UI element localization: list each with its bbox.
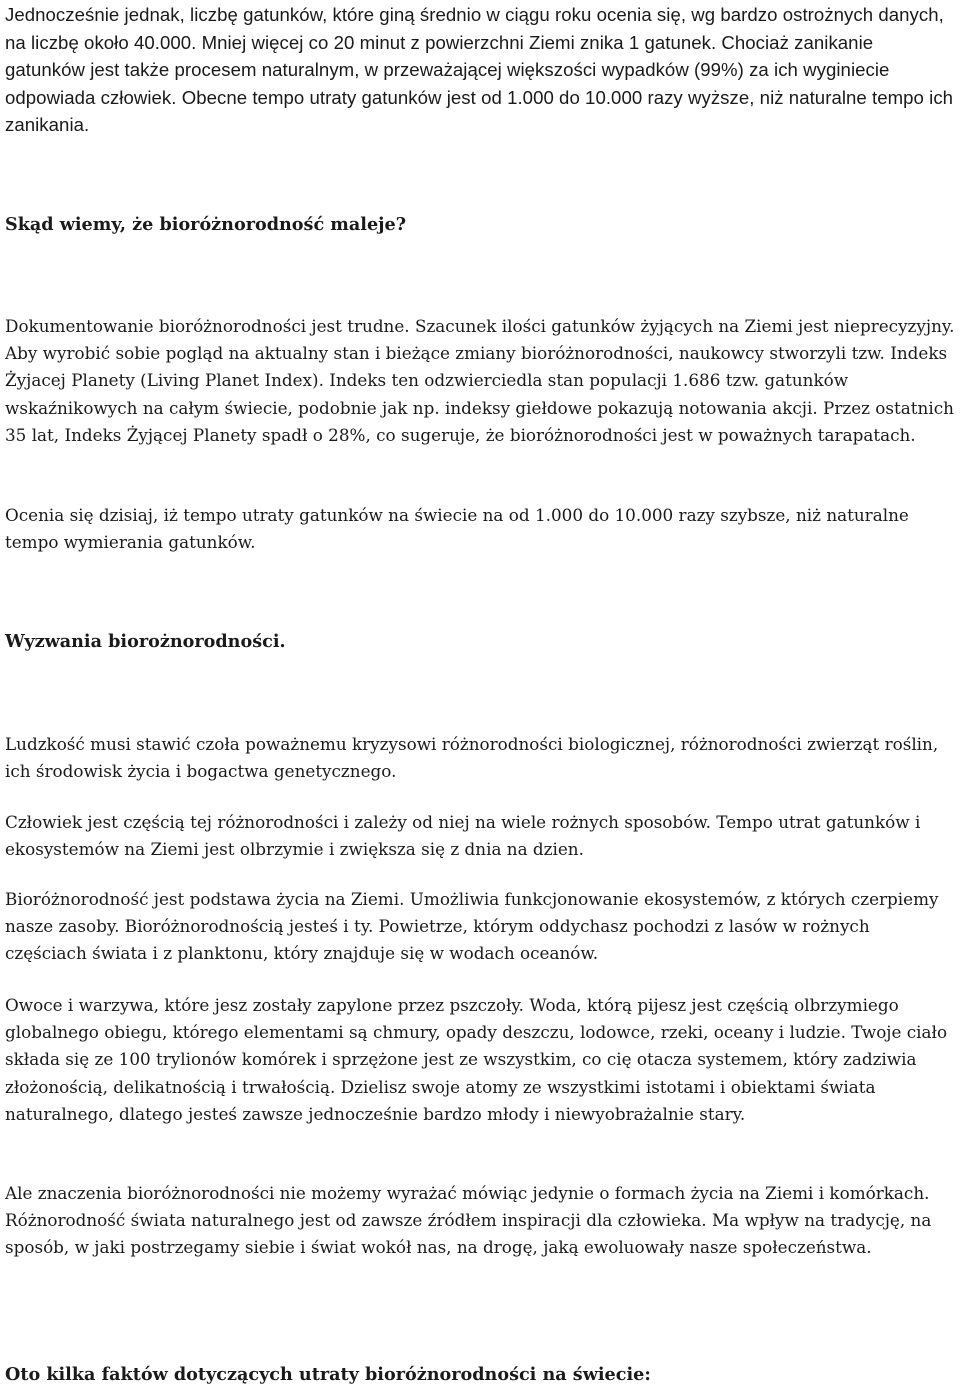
paragraph-loss-rate: Ocenia się dzisiaj, iż tempo utraty gatunków na świecie na od 1.000 do 10.000 razy szybsze, niż naturalne tempo wymierania gatunków. bbox=[5, 505, 909, 553]
paragraph-fruits-water-body: Owoce i warzywa, które jesz zostały zapylone przez pszczoły. Woda, którą pijesz jest częścią olbrzymiego globalnego obiegu, którego elementami są chmury, opady deszczu, lodowce, rzeki, oceany i ludzie. Twoje ciało składa się ze 100 trylionów komórek i sprzężone jest ze wszystkim, co cię otacza systemem, który zadziwia złożonością, delikatnością i trwałością. Dzielisz swoje atomy ze wszystkimi istotami i obiektami świata naturalnego, dlatego jesteś zawsze jednocześnie bardzo młody i niewyobrażalnie stary. bbox=[5, 995, 948, 1124]
paragraph-crisis: Ludzkość musi stawić czoła poważnemu kryzysowi różnorodności biologicznej, różnorodności zwierząt roślin, ich środowisk życia i bogactwa genetycznego. bbox=[5, 734, 939, 782]
heading-challenges: Wyzwania biorożnorodności. bbox=[5, 631, 286, 652]
paragraph-documenting-biodiversity: Dokumentowanie bioróżnorodności jest trudne. Szacunek ilości gatunków żyjących na Ziemi jest nieprecyzyjny. Aby wyrobić sobie pogląd na aktualny stan i bieżące zmiany bioróżnorodności, naukowcy stworzyli tzw. Indeks Żyjacej Planety (Living Planet Index). Indeks ten odzwierciedla stan populacji 1.686 tzw. gatunków wskaźnikowych na całym świecie, podobnie jak np. indeksy giełdowe pokazują notowania akcji. Przez ostatnich 35 lat, Indeks Żyjącej Planety spadł o 28%, co sugeruje, że bioróżnorodności jest w poważnych tarapatach. bbox=[5, 316, 955, 445]
heading-how-we-know: Skąd wiemy, że bioróżnorodność maleje? bbox=[5, 214, 407, 235]
heading-facts: Oto kilka faktów dotyczących utraty bioróżnorodności na świecie: bbox=[5, 1364, 651, 1385]
paragraph-inspiration: Ale znaczenia bioróżnorodności nie możemy wyrażać mówiąc jedynie o formach życia na Ziemi i komórkach. Różnorodność świata naturalnego jest od zawsze źródłem inspiracji dla człowieka. Ma wpływ na tradycję, na sposób, w jaki postrzegamy siebie i świat wokół nas, na drogę, jaką ewoluowały nasze społeczeństwa. bbox=[5, 1183, 932, 1258]
intro-paragraph: Jednocześnie jednak, liczbę gatunków, które giną średnio w ciągu roku ocenia się, wg bardzo ostrożnych danych, na liczbę około 40.000. Mniej więcej co 20 minut z powierzchni Ziemi znika 1 gatunek. Chociaż zanikanie gatunków jest także procesem naturalnym, w przeważającej większości wypadków (99%) za ich wyginiecie odpowiada człowiek. Obecne tempo utraty gatunków jest od 1.000 do 10.000 razy wyższe, niż naturalne tempo ich zanikania. bbox=[5, 4, 954, 135]
paragraph-foundation-of-life: Bioróżnorodność jest podstawa życia na Ziemi. Umożliwia funkcjonowanie ekosystemów, z których czerpiemy nasze zasoby. Bioróżnorodnością jesteś i ty. Powietrze, którym oddychasz pochodzi z lasów w rożnych częściach świata i z planktonu, który znajduje się w wodach oceanów. bbox=[5, 889, 939, 964]
paragraph-human-part: Człowiek jest częścią tej różnorodności i zależy od niej na wiele rożnych sposobów. Tempo utrat gatunków i ekosystemów na Ziemi jest olbrzymie i zwiększa się z dnia na dzien. bbox=[5, 812, 921, 860]
